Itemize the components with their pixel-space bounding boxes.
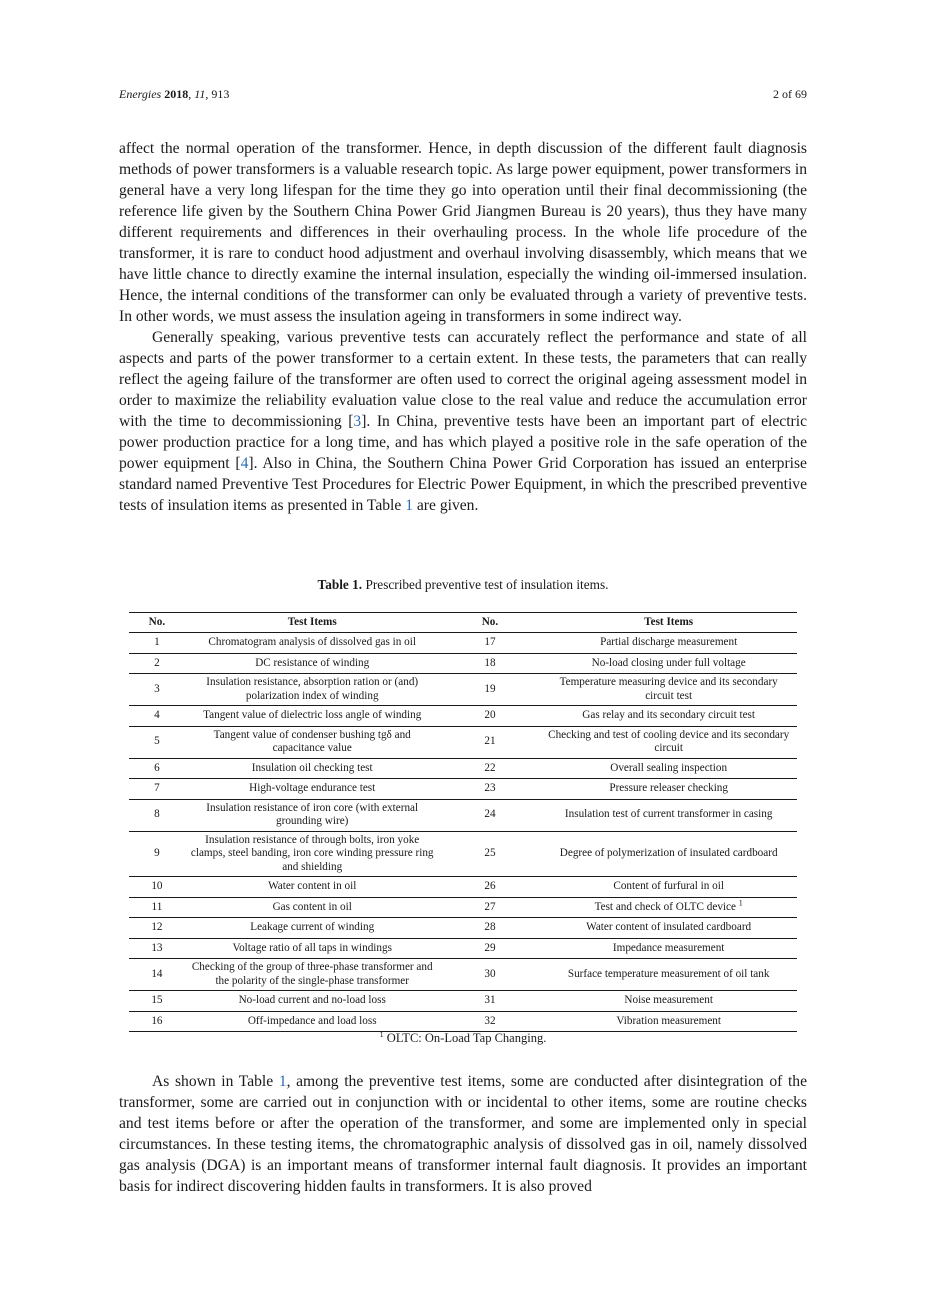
cell-no-right: 31 <box>440 991 541 1012</box>
cell-no-left: 9 <box>129 831 185 877</box>
table-header-row <box>129 613 797 633</box>
body-text-bottom <box>119 1071 807 1197</box>
cell-no-right: 28 <box>440 918 541 939</box>
table-row <box>129 877 797 898</box>
table-footnote: $^1$ OLTC: On-Load Tap Changing. <box>379 1029 547 1045</box>
table-row <box>129 938 797 959</box>
cell-no-left: 7 <box>129 779 185 800</box>
table-row <box>129 897 797 918</box>
cell-no-left: 15 <box>129 991 185 1012</box>
table-row <box>129 1011 797 1032</box>
cell-test-item-right: Insulation test of current transformer in casing <box>540 799 797 831</box>
cell-test-item-right: Degree of polymerization of insulated cardboard <box>540 831 797 877</box>
cell-test-item-right: Vibration measurement <box>540 1011 797 1032</box>
cell-test-item-left: Water content in oil <box>185 877 440 898</box>
cell-no-left: 13 <box>129 938 185 959</box>
running-header <box>119 87 807 103</box>
cell-test-item-left: Insulation resistance of iron core (with external grounding wire) <box>185 799 440 831</box>
table-row <box>129 758 797 779</box>
table-caption-text: Prescribed preventive test of insulation items. <box>362 577 609 592</box>
table-row <box>129 633 797 654</box>
cell-no-right: 17 <box>440 633 541 654</box>
cell-no-right: 27 <box>440 897 541 918</box>
cell-no-right: 23 <box>440 779 541 800</box>
cell-test-item-right: Pressure releaser checking <box>540 779 797 800</box>
cell-test-item-right: Water content of insulated cardboard <box>540 918 797 939</box>
cell-test-item-left: Insulation resistance, absorption ration or (and) polarization index of winding <box>185 674 440 706</box>
table-1-link[interactable]: 1 <box>278 1073 287 1090</box>
cell-no-right: 22 <box>440 758 541 779</box>
cell-test-item-right: Noise measurement <box>540 991 797 1012</box>
cell-no-left: 3 <box>129 674 185 706</box>
cell-no-right: 21 <box>440 726 541 758</box>
table-row <box>129 799 797 831</box>
cell-test-item-right: Content of furfural in oil <box>540 877 797 898</box>
citation: Energies 2018, 11, 913 <box>119 87 230 101</box>
header-items-right: Test Items <box>540 613 797 633</box>
header-no-right: No. <box>440 613 541 633</box>
cell-no-left: 6 <box>129 758 185 779</box>
cell-test-item-left: Checking of the group of three-phase transformer and the polarity of the single-phase transformer <box>185 959 440 991</box>
cell-test-item-right: Temperature measuring device and its secondary circuit test <box>540 674 797 706</box>
cell-test-item-right: Surface temperature measurement of oil tank <box>540 959 797 991</box>
cell-no-left: 16 <box>129 1011 185 1032</box>
cell-no-left: 5 <box>129 726 185 758</box>
table-footnote-text: OLTC: On-Load Tap Changing. <box>383 1031 547 1045</box>
cell-no-right: 25 <box>440 831 541 877</box>
cell-test-item-right: Partial discharge measurement <box>540 633 797 654</box>
article-number: , 913 <box>205 87 230 101</box>
cell-no-right: 29 <box>440 938 541 959</box>
header-no-left: No. <box>129 613 185 633</box>
cell-no-left: 11 <box>129 897 185 918</box>
cell-test-item-left: Insulation resistance of through bolts, iron yoke clamps, steel banding, iron core winding pressure ring and shielding <box>185 831 440 877</box>
cell-test-item-right: Checking and test of cooling device and its secondary circuit <box>540 726 797 758</box>
paragraph-2: Generally speaking, various preventive tests can accurately reflect the performance and state of all aspects and parts of the power transformer to a certain extent. In these tests, the parameters that can really reflect the ageing failure of the transformer are often used to correct the original ageing assessment model in order to maximize the reliability evaluation value close to the real value and reduce the accumulation error with the time to decommissioning [3]. In China, preventive tests have been an important part of electric power production practice for a long time, and has which played a positive role in the safe operation of the power equipment [4]. Also in China, the Southern China Power Grid Corporation has issued an enterprise standard named Preventive Test Procedures for Electric Power Equipment, in which the prescribed preventive tests of insulation items as presented in Table 1 are given. <box>119 329 807 514</box>
table-row <box>129 918 797 939</box>
paragraph-3: As shown in Table 1, among the preventive test items, some are conducted after disintegration of the transformer, some are carried out in conjunction with or incidental to other items, some are routine checks and test items before or after the operation of the transformer, and some are implemented only in special circumstances. In these testing items, the chromatographic analysis of dissolved gas in oil, namely dissolved gas analysis (DGA) is an important means of transformer internal fault diagnosis. It provides an important basis for indirect discovering hidden faults in transformers. It is also proved <box>119 1073 808 1195</box>
cell-no-left: 14 <box>129 959 185 991</box>
cell-no-left: 12 <box>129 918 185 939</box>
journal-name: Energies <box>119 87 162 101</box>
cell-no-right: 20 <box>440 706 541 727</box>
cell-test-item-left: Gas content in oil <box>185 897 440 918</box>
footnote-marker: 1 <box>738 897 743 907</box>
table-caption <box>119 577 807 593</box>
table-caption-label: Table 1. <box>317 577 363 592</box>
cell-test-item-right: No-load closing under full voltage <box>540 653 797 674</box>
cell-test-item-left: No-load current and no-load loss <box>185 991 440 1012</box>
table-row <box>129 674 797 706</box>
cell-test-item-left: Leakage current of winding <box>185 918 440 939</box>
cell-test-item-left: Tangent value of dielectric loss angle of winding <box>185 706 440 727</box>
cell-test-item-left: Off-impedance and load loss <box>185 1011 440 1032</box>
table-row <box>129 959 797 991</box>
reference-link-4[interactable]: 4 <box>240 455 249 472</box>
cell-no-left: 4 <box>129 706 185 727</box>
cell-test-item-left: DC resistance of winding <box>185 653 440 674</box>
table-row <box>129 726 797 758</box>
table-row <box>129 831 797 877</box>
cell-test-item-left: Tangent value of condenser bushing tgδ and capacitance value <box>185 726 440 758</box>
cell-no-right: 18 <box>440 653 541 674</box>
cell-no-left: 1 <box>129 633 185 654</box>
cell-test-item-left: High-voltage endurance test <box>185 779 440 800</box>
table-row <box>129 706 797 727</box>
table-1-link[interactable]: 1 <box>405 497 413 514</box>
cell-no-right: 26 <box>440 877 541 898</box>
paragraph-1: affect the normal operation of the transformer. Hence, in depth discussion of the different fault diagnosis methods of power transformers is a valuable research topic. As large power equipment, power transformers in general have a very long lifespan for the time they go into operation until their final decommissioning (the reference life given by the Southern China Power Grid Jiangmen Bureau is 20 years), thus they have many different requirements and differences in their overhauling process. In the whole life procedure of the transformer, it is rare to conduct hood adjustment and overhaul involving disassembly, which means that we have little chance to directly examine the internal insulation, especially the winding oil-immersed insulation. Hence, the internal conditions of the transformer can only be evaluated through a variety of preventive tests. In other words, we must assess the insulation ageing in transformers in some indirect way. <box>119 140 807 325</box>
cell-no-right: 24 <box>440 799 541 831</box>
cell-test-item-right: Test and check of OLTC device $^1$ <box>540 897 797 918</box>
cell-test-item-left: Voltage ratio of all taps in windings <box>185 938 440 959</box>
journal-year: 2018 <box>164 87 189 101</box>
table-row <box>129 991 797 1012</box>
cell-test-item-right: Overall sealing inspection <box>540 758 797 779</box>
cell-test-item-right: Gas relay and its secondary circuit test <box>540 706 797 727</box>
journal-volume: 11 <box>194 87 206 101</box>
insulation-test-table <box>129 612 797 1032</box>
cell-no-left: 8 <box>129 799 185 831</box>
table-row <box>129 653 797 674</box>
cell-no-right: 32 <box>440 1011 541 1032</box>
cell-no-right: 19 <box>440 674 541 706</box>
page-number: 2 of 69 <box>773 87 807 101</box>
header-items-left: Test Items <box>185 613 440 633</box>
cell-no-left: 10 <box>129 877 185 898</box>
cell-no-left: 2 <box>129 653 185 674</box>
table-row <box>129 779 797 800</box>
reference-link-3[interactable]: 3 <box>353 413 362 430</box>
body-text-top <box>119 138 807 516</box>
cell-no-right: 30 <box>440 959 541 991</box>
cell-test-item-left: Chromatogram analysis of dissolved gas in oil <box>185 633 440 654</box>
cell-test-item-right: Impedance measurement <box>540 938 797 959</box>
cell-test-item-left: Insulation oil checking test <box>185 758 440 779</box>
